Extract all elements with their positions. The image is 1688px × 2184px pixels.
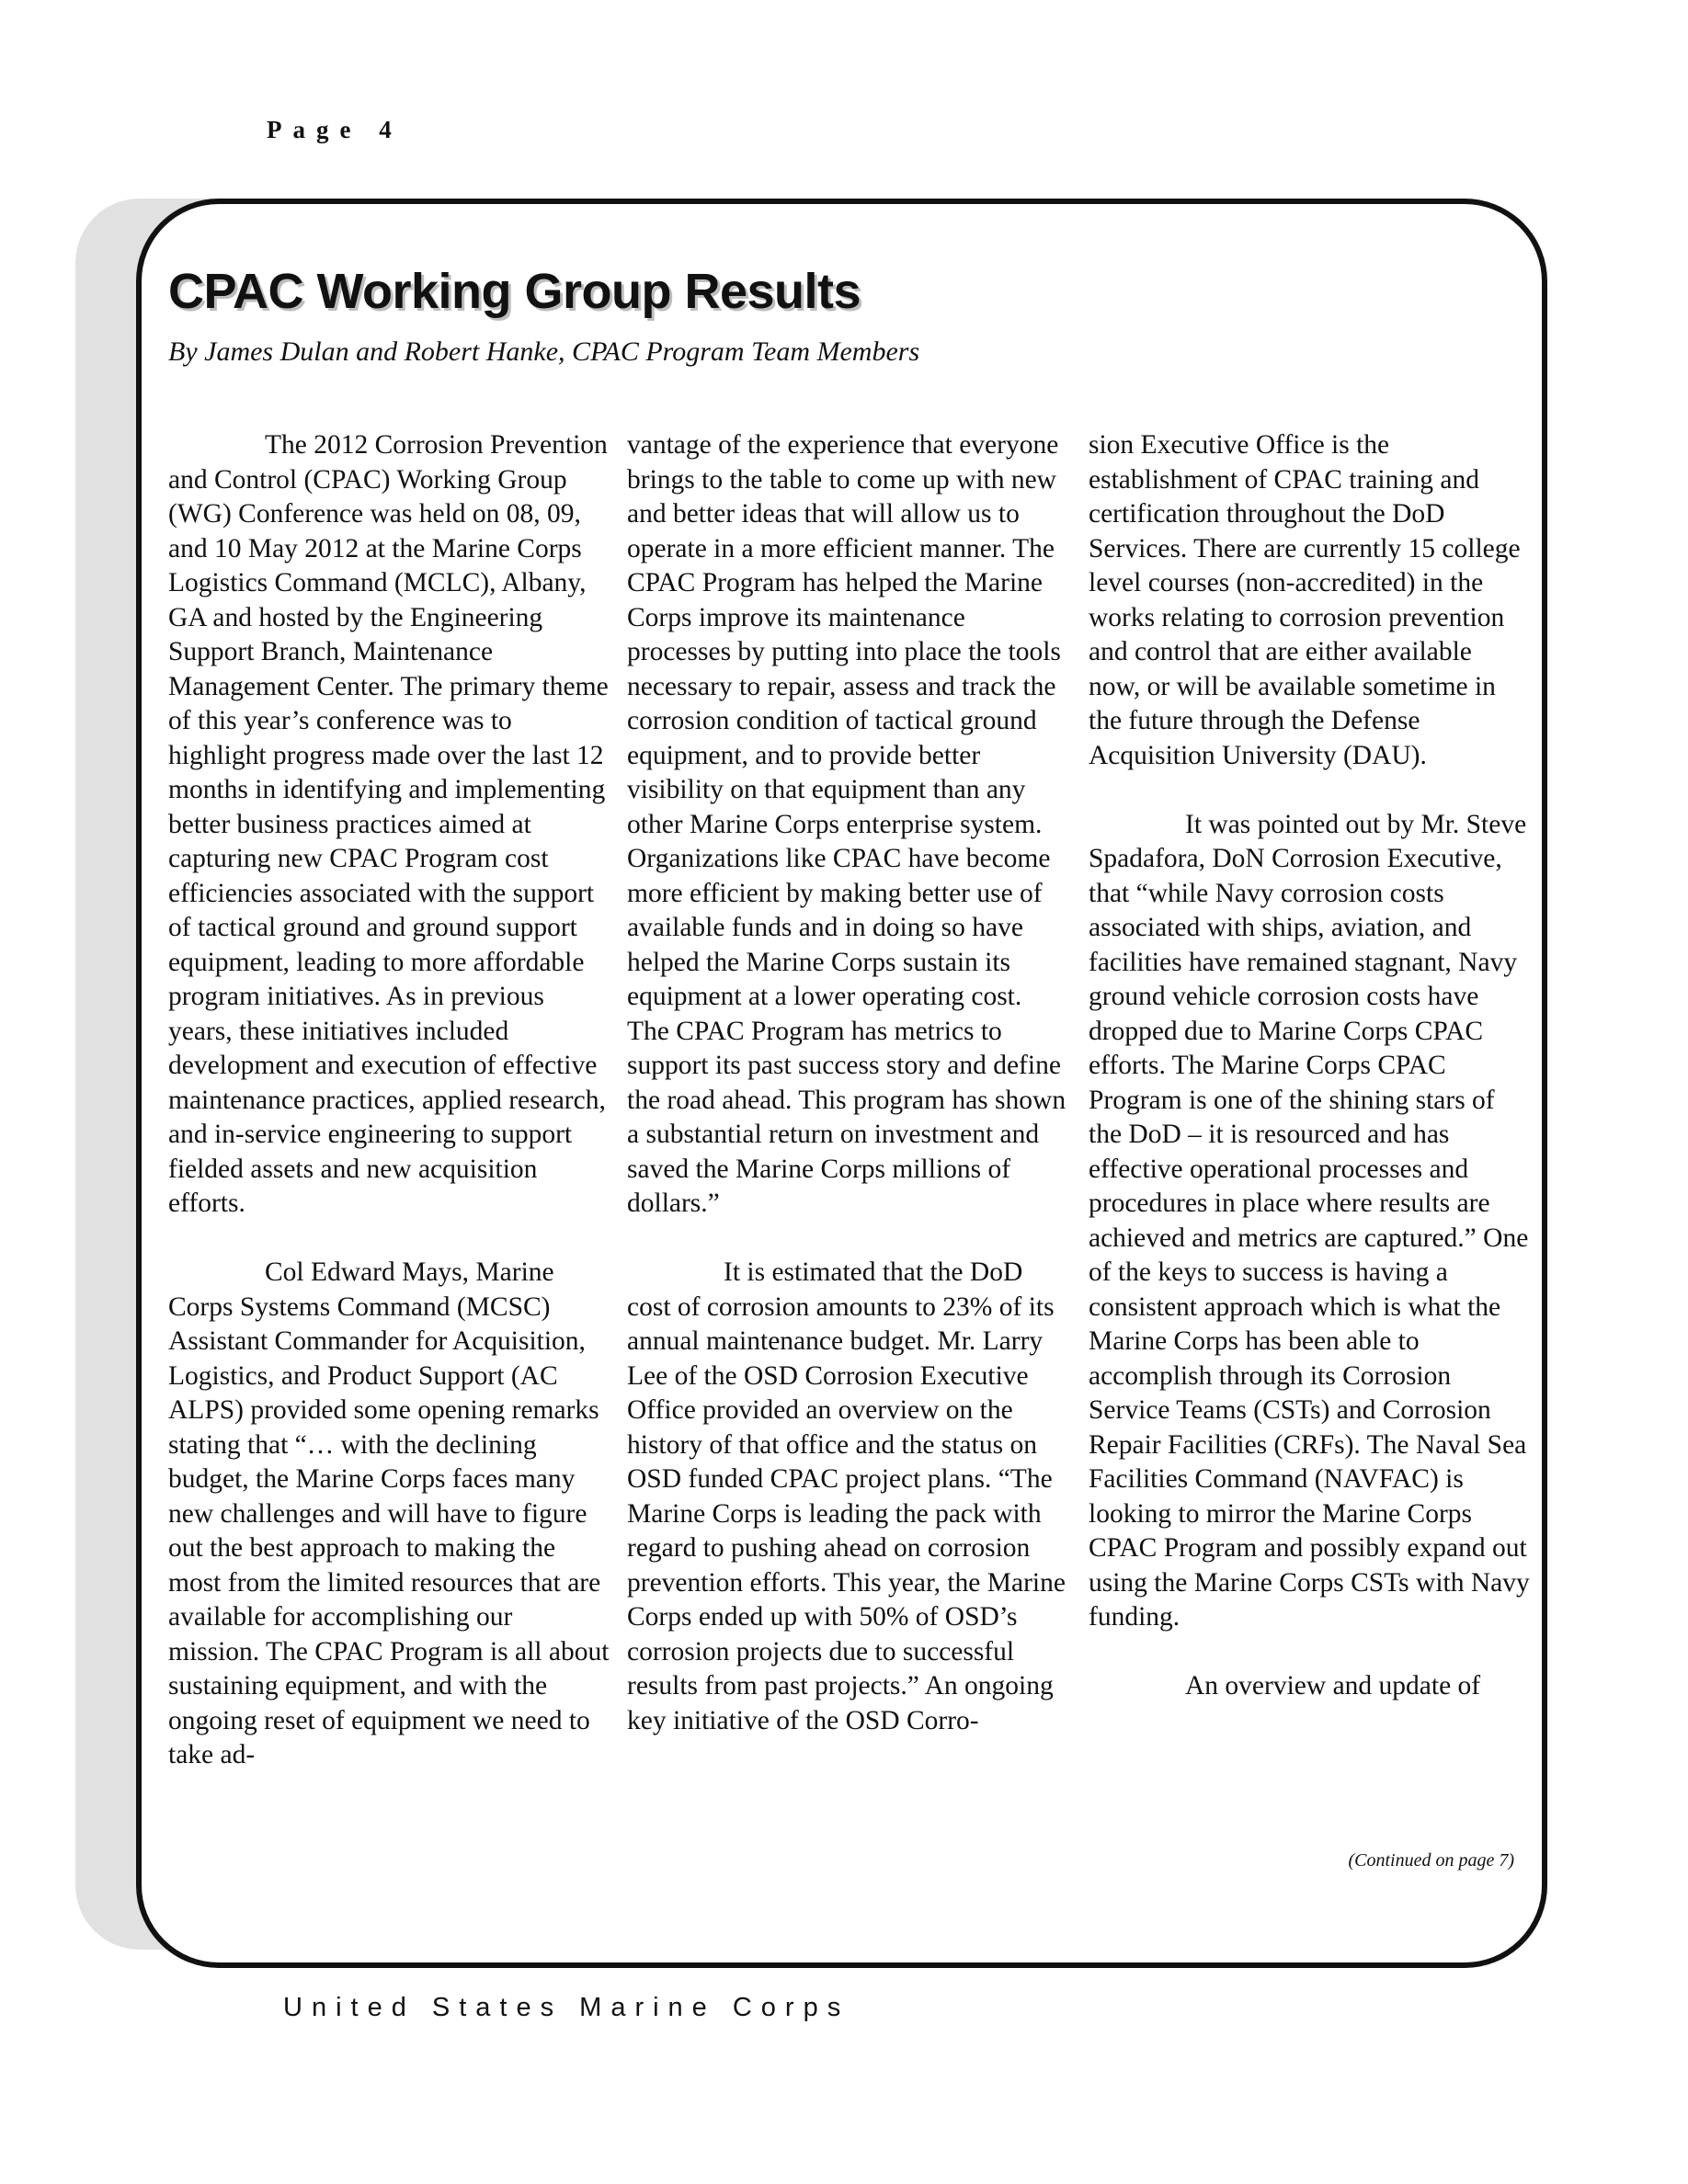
paragraph: The 2012 Corrosion Prevention and Control (CPAC) Working Group (WG) Conference was held on 08, 09, and 10 May 2012 at the Marine Corps Logistics Command (MCLC), Albany, GA and hosted by the Engineering Support Branch, Maintenance Management Center. The primary theme of this year’s conference was to highlight progress made over the last 12 months in identifying and implementing better business practices aimed at capturing new CPAC Program cost efficiencies associated with the support of tactical ground and ground support equipment, leading to more affordable program initiatives. As in previous years, these initiatives included development and execution of effective maintenance practices, applied research, and in-service engineering to support fielded assets and new acquisition efforts. (168, 430, 609, 1218)
article-title: CPAC Working Group Results (168, 264, 861, 319)
column-2 (627, 428, 1068, 1738)
paragraph: vantage of the experience that everyone brings to the table to come up with new and better ideas that will allow us to operate in a more efficient manner. The CPAC Program has helped the Marine Corps improve its maintenance processes by putting into place the tools necessary to repair, assess and track the corrosion condition of tactical ground equipment, and to provide better visibility on that equipment than any other Marine Corps enterprise system. Organizations like CPAC have become more efficient by making better use of available funds and in doing so have helped the Marine Corps sustain its equipment at a lower operating cost. The CPAC Program has metrics to support its past success story and define the road ahead. This program has shown a substantial return on investment and saved the Marine Corps millions of dollars.” (627, 430, 1066, 1218)
page-number: Page 4 (267, 116, 403, 143)
paragraph: It was pointed out by Mr. Steve Spadafora, DoN Corrosion Executive, that “while Navy corrosion costs associated with ships, aviation, and facilities have remained stagnant, Navy ground vehicle corrosion costs have dropped due to Marine Corps CPAC efforts. The Marine Corps CPAC Program is one of the shining stars of the DoD – it is resourced and has effective operational processes and procedures in place where results are achieved and metrics are captured.” One of the keys to success is having a consistent approach which is what the Marine Corps has been able to accomplish through its Corrosion Service Teams (CSTs) and Corrosion Repair Facilities (CRFs). The Naval Sea Facilities Command (NAVFAC) is looking to mirror the Marine Corps CPAC Program and possibly expand out using the Marine Corps CSTs with Navy funding. (1089, 809, 1530, 1632)
paragraph: Col Edward Mays, Marine Corps Systems Command (MCSC) Assistant Commander for Acquisition, Logistics, and Product Support (AC ALPS) provided some opening remarks stating that “… with the declining budget, the Marine Corps faces many new challenges and will have to figure out the best approach to making the most from the limited resources that are available for accomplishing our mission. The CPAC Program is all about sustaining equipment, and with the ongoing reset of equipment we need to take ad- (168, 1257, 610, 1769)
article-byline: By James Dulan and Robert Hanke, CPAC Program Team Members (168, 336, 920, 367)
paragraph: An overview and update of (1185, 1671, 1481, 1701)
continued-note: (Continued on page 7) (1348, 1850, 1514, 1871)
column-3 (1089, 428, 1530, 1704)
footer-text: United States Marine Corps (283, 1993, 850, 2022)
column-1 (168, 428, 610, 1773)
paragraph: sion Executive Office is the establishment of CPAC training and certification throughout the DoD Services. There are currently 15 college level courses (non-accredited) in the works relating to corrosion prevention and control that are either available now, or will be available sometime in the future through the Defense Acquisition University (DAU). (1089, 430, 1521, 770)
paragraph: It is estimated that the DoD cost of corrosion amounts to 23% of its annual maintenance budget. Mr. Larry Lee of the OSD Corrosion Executive Office provided an overview on the history of that office and the status on OSD funded CPAC project plans. “The Marine Corps is leading the pack with regard to pushing ahead on corrosion prevention efforts. This year, the Marine Corps ended up with 50% of OSD’s corrosion projects due to successful results from past projects.” An ongoing key initiative of the OSD Corro- (627, 1257, 1066, 1735)
